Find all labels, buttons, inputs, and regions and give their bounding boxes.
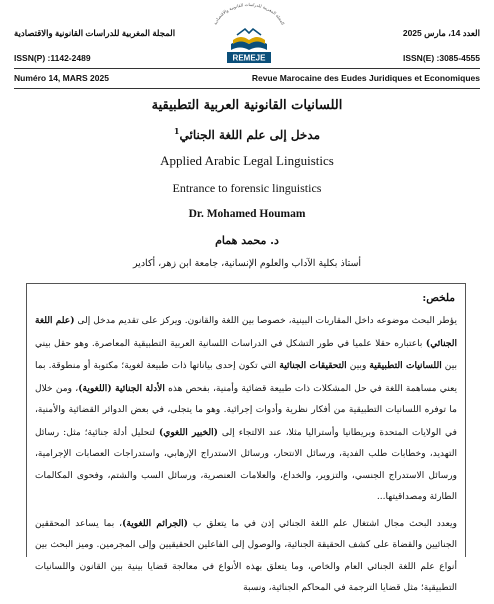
author-en: Dr. Mohamed Houmam	[188, 208, 306, 220]
svg-text:المجلة المغربية للدراسات القان	[212, 2, 285, 26]
subtitle-ar	[0, 126, 494, 142]
abstract-bold-term: (الخبير اللغوي)	[158, 426, 218, 438]
abstract-body	[35, 310, 457, 604]
title-en: Applied Arabic Legal Linguistics	[160, 153, 334, 168]
abstract-paragraph-1	[35, 310, 457, 509]
abstract-bold-term: اللسانيات التطبيقية	[369, 360, 442, 371]
author-ar: د. محمد همام	[215, 234, 279, 247]
book-logo-icon	[205, 2, 293, 68]
abstract-bold-term: الأدلة الجنائية (اللغوية)	[78, 382, 165, 394]
abstract-bold-term: (علم اللغة الجنائي)	[35, 315, 457, 349]
subtitle-en: Entrance to forensic linguistics	[172, 181, 322, 195]
issue-ar: العدد 14، مارس 2025	[402, 28, 480, 38]
header-rule-bottom	[14, 88, 480, 89]
abstract-text-run: ويعدد البحث مجال اشتغال علم اللغة الجنائي إذن في ما يتعلق ب	[187, 518, 457, 529]
issn-print: ISSN(P) :1142-2489	[14, 53, 91, 63]
abstract-label: ملخص:	[422, 292, 455, 304]
abstract-text-run: ، ومن خلال ما توفره اللسانيات التطبيقية من أفكار نظرية وأدوات إجرائية. وهو ما يتجلى، في بعض الدوائر القضائية والأمنية، في الولايات المتحدة وبريطانيا وأستراليا مثلا، عند الالتجاء إلى	[35, 383, 457, 438]
subtitle-ar-text: مدخل إلى علم اللغة الجنائي	[179, 128, 321, 142]
header-rule-top	[14, 68, 480, 69]
issn-electronic: ISSN(E) :3085-4555	[402, 53, 480, 63]
abstract-text-run: باعتباره حقلا علميا في طور التشكل في الدراسات اللسانية العربية التطبيقية المعاصرة. وهو حقل بيني بين	[35, 338, 457, 371]
affiliation-ar: أستاذ بكلية الآداب والعلوم الإنسانية، جامعة ابن زهر، أكادير	[132, 258, 362, 269]
journal-name-fr: Revue Marocaine des Eudes Juridiques et Economiques	[251, 73, 480, 83]
abstract-text-run: التي تكون إحدى بياناتها ذات طبيعة لغوية؛ مكتوبة أو منطوقة. بما يعني مساهمة اللغة في حل المشكلات ذات طبيعة قضائية وأمنية، بفحص هذه	[35, 361, 458, 394]
logo-arc-text: المجلة المغربية للدراسات القانونية والاقتصادية	[212, 2, 286, 26]
abstract-text-run: وبين	[346, 361, 370, 371]
logo-text: REMEJE	[232, 53, 266, 63]
journal-name-ar: المجلة المغربية للدراسات القانونية والاقتصادية	[14, 28, 176, 38]
abstract-bold-term: التحقيقات الجنائية	[279, 360, 347, 371]
issue-fr: Numéro 14, MARS 2025	[14, 73, 109, 83]
abstract-text-run: يؤطر البحث موضوعه داخل المقاربات البينية، خصوصا بين اللغة والقانون. ويركز على تقديم مدخل إلى	[74, 316, 457, 326]
journal-logo	[205, 2, 293, 68]
abstract-text-run: ، بما يساعد المحققين الجنائيين والقضاة على كشف الحقيقة الجنائية، والوصول إلى الفاعلين الحقيقيين وإلى المجرمين. وميز البحث بين أنواع علم اللغة الجنائي العام والخاص، وما يتعلق بهذه الأنواع في معالجة قضايا بينية بين القانون واللسانيات التطبيقية؛ مثل قضايا الترجمة في المحاكم الجنائية، ونسبة	[35, 518, 457, 593]
abstract-box	[26, 283, 466, 593]
title-ar: اللسانيات القانونية العربية التطبيقية	[151, 98, 343, 113]
abstract-paragraph-2	[35, 513, 457, 600]
abstract-bold-term: (الجرائم اللغوية)	[122, 517, 188, 529]
abstract-text-run: لتحليل أدلة جنائية؛ مثل: رسائل التهديد، وخطابات طلب الفدية، ورسائل الانتحار، ورسائل الاستدراج الإرهابي، واستدراجات العصابات الإجرامية، ورسائل الاستدراج الجنسي، والتزوير، والخداع، والعلامات العنصرية، ورسائل السب والشتم، وفحوى المكالمات الطارئة ومصداقيتها...	[35, 427, 457, 502]
footnote-mark[interactable]: 1	[173, 126, 180, 136]
journal-header	[0, 0, 494, 100]
